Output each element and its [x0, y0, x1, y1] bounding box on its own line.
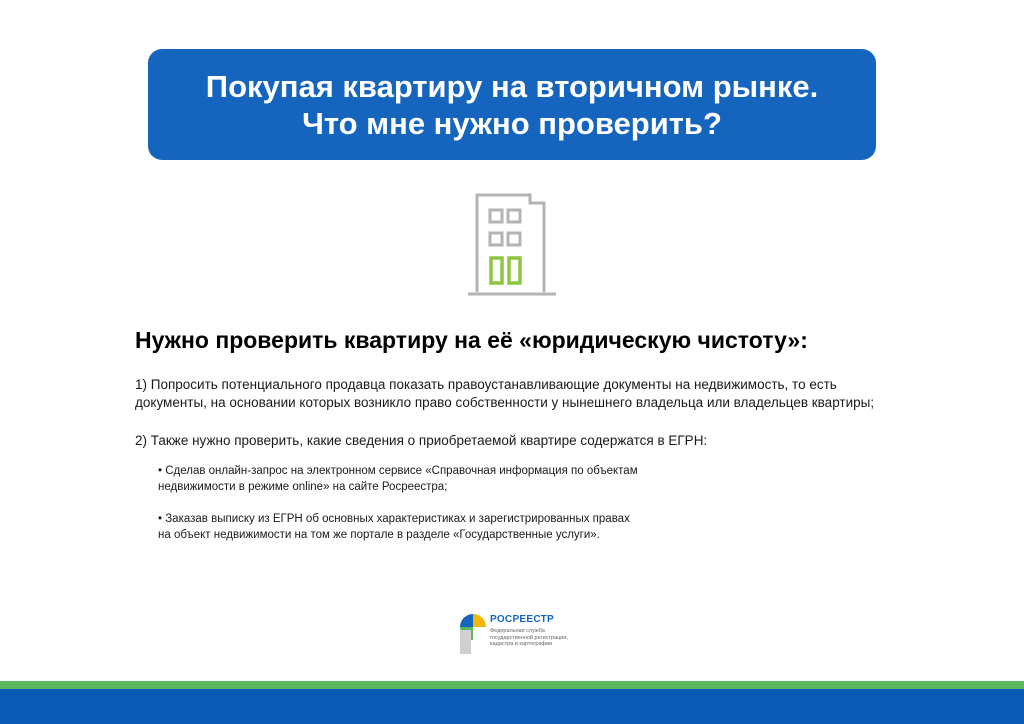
- bullet-2-line-1: • Заказав выписку из ЕГРН об основных характеристиках и зарегистрированных правах: [158, 513, 630, 525]
- title-line-1: Покупая квартиру на вторичном рынке.: [205, 68, 819, 104]
- footer-band-green: [0, 681, 1024, 689]
- paragraph-2: 2) Также нужно проверить, какие сведения о приобретаемой квартире содержатся в ЕГРН:: [135, 433, 708, 448]
- bullet-item-2: [158, 511, 630, 543]
- bullet-1-line-1: • Сделав онлайн-запрос на электронном сервисе «Справочная информация по объектам: [158, 465, 638, 477]
- bullet-2-line-2: на объект недвижимости на том же портале в разделе «Государственные услуги».: [158, 529, 600, 541]
- title-banner: [148, 49, 876, 160]
- rosreestr-logo: [458, 612, 578, 658]
- paragraph-1-line-2: документы, на основании которых возникло право собственности у нынешнего владельца или владельцев квартиры;: [135, 395, 875, 410]
- paragraph-1: [135, 376, 874, 412]
- bullet-1-line-2: недвижимости в режиме online» на сайте Росреестра;: [158, 481, 448, 493]
- building-icon: [466, 190, 558, 298]
- footer-band-blue: [0, 689, 1024, 724]
- section-heading: Нужно проверить квартиру на её «юридическую чистоту»:: [135, 327, 808, 353]
- logo-name: РОСРЕЕСТР: [490, 614, 554, 625]
- title-line-2: Что мне нужно проверить?: [302, 105, 722, 141]
- bullet-item-1: [158, 463, 638, 495]
- rosreestr-emblem-icon: [458, 612, 488, 656]
- paragraph-1-line-1: 1) Попросить потенциального продавца показать правоустанавливающие документы на недвижимость, то есть: [135, 377, 837, 392]
- logo-subtitle: Федеральная служба государственной регистрации, кадастра и картографии: [490, 628, 568, 647]
